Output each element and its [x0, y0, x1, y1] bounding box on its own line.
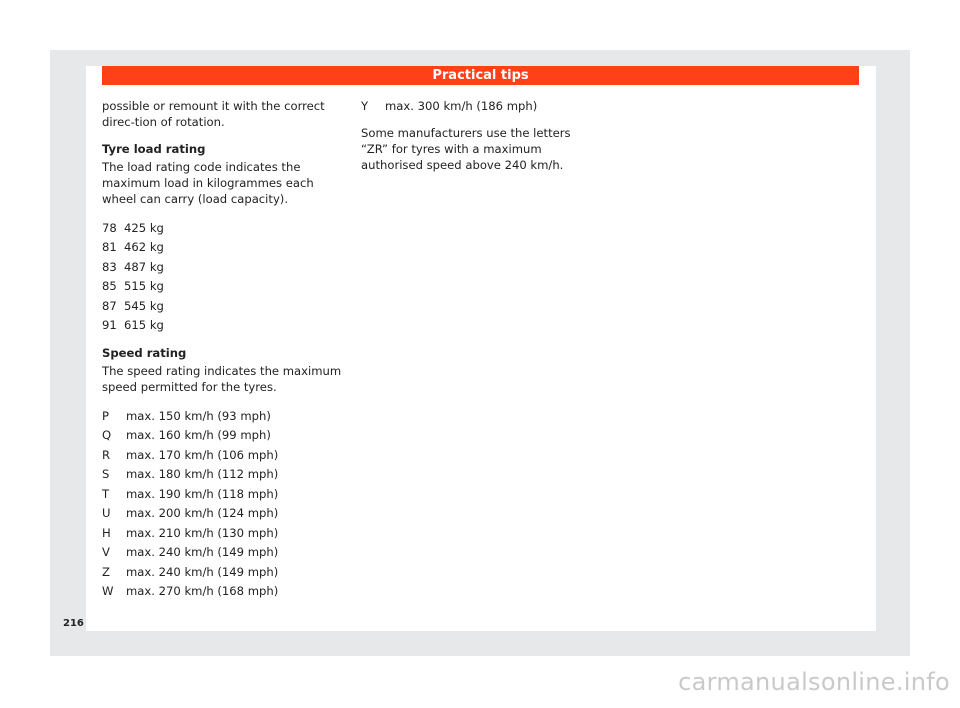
table-row — [102, 445, 342, 465]
speed-rating-table — [102, 406, 342, 601]
value: max. 160 km/h (99 mph) — [126, 428, 271, 443]
value: 545 kg — [124, 298, 164, 313]
code: Z — [102, 564, 110, 579]
value: max. 300 km/h (186 mph) — [385, 99, 538, 113]
code: S — [102, 467, 110, 482]
value: max. 240 km/h (149 mph) — [126, 564, 279, 579]
code: R — [102, 447, 111, 462]
value: 487 kg — [124, 259, 164, 274]
value: max. 200 km/h (124 mph) — [126, 506, 279, 521]
code: V — [102, 545, 110, 560]
code: W — [102, 584, 114, 599]
value: max. 210 km/h (130 mph) — [126, 525, 279, 540]
value: 615 kg — [124, 318, 164, 333]
table-row — [102, 465, 342, 485]
table-row — [102, 277, 342, 297]
section-header: Practical tips — [102, 66, 859, 85]
table-row — [102, 316, 342, 336]
table-row — [102, 238, 342, 258]
speed-rating-heading: Speed rating — [102, 346, 187, 360]
value: 462 kg — [124, 240, 164, 255]
load-rating-table — [102, 218, 342, 335]
value: max. 270 km/h (168 mph) — [126, 584, 279, 599]
table-row — [102, 218, 342, 238]
value: max. 240 km/h (149 mph) — [126, 545, 279, 560]
code: 85 — [102, 279, 117, 294]
code: Y — [361, 99, 369, 113]
code: 87 — [102, 298, 117, 313]
load-rating-heading: Tyre load rating — [102, 142, 206, 156]
load-rating-text: The load rating code indicates the maximum load in kilogrammes each wheel can carry (load capacity). — [102, 160, 314, 206]
page-number: 216 — [63, 618, 84, 629]
value: max. 150 km/h (93 mph) — [126, 408, 271, 423]
value: max. 190 km/h (118 mph) — [126, 486, 279, 501]
table-row — [361, 98, 601, 114]
table-row — [102, 582, 342, 602]
value: 425 kg — [124, 220, 164, 235]
watermark: carmanualsonline.info — [678, 668, 950, 696]
left-column — [102, 98, 342, 611]
code: Q — [102, 428, 112, 443]
table-row — [102, 523, 342, 543]
code: T — [102, 486, 110, 501]
code: 81 — [102, 240, 117, 255]
right-column — [361, 98, 601, 173]
value: max. 180 km/h (112 mph) — [126, 467, 279, 482]
code: 83 — [102, 259, 117, 274]
code: P — [102, 408, 109, 423]
speed-rating-text: The speed rating indicates the maximum speed permitted for the tyres. — [102, 364, 342, 394]
table-row — [102, 257, 342, 277]
zr-note: Some manufacturers use the letters “ZR” for tyres with a maximum authorised speed above 240 km/h. — [361, 126, 571, 172]
table-row — [102, 484, 342, 504]
code: 78 — [102, 220, 117, 235]
value: max. 170 km/h (106 mph) — [126, 447, 279, 462]
value: 515 kg — [124, 279, 164, 294]
code: H — [102, 525, 111, 540]
table-row — [102, 406, 342, 426]
table-row — [102, 504, 342, 524]
code: 91 — [102, 318, 117, 333]
table-row — [102, 296, 342, 316]
table-row — [102, 562, 342, 582]
table-row — [102, 426, 342, 446]
code: U — [102, 506, 111, 521]
table-row — [102, 543, 342, 563]
intro-text: possible or remount it with the correct direc-tion of rotation. — [102, 99, 325, 129]
